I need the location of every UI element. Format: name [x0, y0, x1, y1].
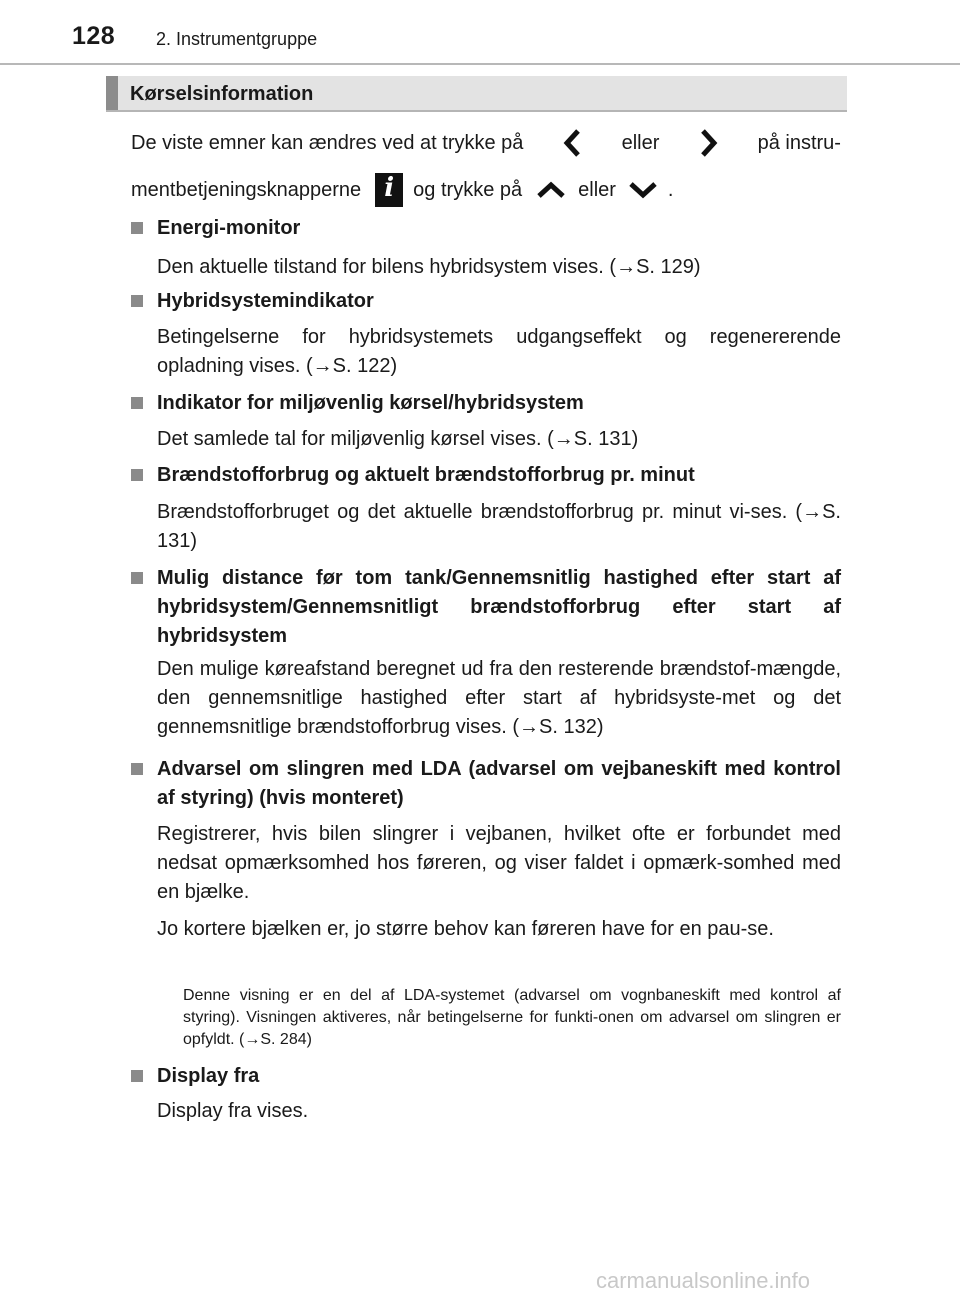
intro-line-1: [131, 128, 841, 158]
item-title-text: Mulig distance før tom tank/Gennemsnitlig hastighed efter start af hybridsystem/Gennemsnitligt brændstofforbrug efter start af hybridsystem: [157, 567, 841, 647]
intro-text-2: på instru-: [757, 132, 841, 154]
section-bar-accent: [106, 76, 118, 110]
item-body: Display fra vises.: [157, 1100, 309, 1122]
item-title: [131, 755, 841, 813]
intro-text-3: mentbetjeningsknapperne: [131, 179, 362, 201]
item-title: [131, 1062, 841, 1091]
item-title: [131, 287, 841, 316]
intro-text-1: De viste emner kan ændres ved at trykke på: [131, 132, 524, 154]
info-glyph: i: [384, 173, 395, 203]
intro-period: .: [667, 179, 674, 201]
bullet-square-icon: [131, 1070, 143, 1082]
item-body: Brændstofforbruget og det aktuelle brændstofforbrug pr. minut vi-ses. (→S. 131): [157, 501, 841, 552]
item-body: Det samlede tal for miljøvenlig kørsel vises. (→S. 131): [157, 428, 639, 450]
item-title: [131, 214, 841, 243]
item-note: Denne visning er en del af LDA-systemet (advarsel om vognbaneskift med kontrol af styring). Visningen aktiveres, når betingelserne for funkti-onen om advarsel om slingren er opfyldt. (→S. 284): [183, 987, 841, 1048]
item-body: Registrerer, hvis bilen slingrer i vejbanen, hvilket ofte er forbundet med nedsat opmærksomhed hos føreren, og viser faldet i opmærk-somhed med en bjælke.: [157, 823, 841, 903]
intro-or-1: eller: [621, 132, 660, 154]
item-title: [131, 564, 841, 651]
item-body-2: Jo kortere bjælken er, jo større behov kan føreren have for en pau-se.: [157, 918, 774, 940]
bullet-square-icon: [131, 763, 143, 775]
item-title-text: Advarsel om slingren med LDA (advarsel om vejbaneskift med kontrol af styring) (hvis monteret): [157, 758, 841, 809]
bullet-square-icon: [131, 222, 143, 234]
header-rule: [0, 63, 960, 65]
section-bar: [106, 76, 847, 112]
item-title-text: Brændstofforbrug og aktuelt brændstofforbrug pr. minut: [157, 464, 695, 486]
item-body: Betingelserne for hybridsystemets udgangseffekt og regenererende opladning vises. (→S. 122): [157, 326, 841, 377]
watermark: carmanualsonline.info: [596, 1268, 811, 1293]
bullet-square-icon: [131, 469, 143, 481]
item-title-text: Indikator for miljøvenlig kørsel/hybridsystem: [157, 392, 584, 414]
item-body: Den aktuelle tilstand for bilens hybridsystem vises. (→S. 129): [157, 256, 701, 278]
item-title-text: Energi-monitor: [157, 217, 301, 239]
bullet-square-icon: [131, 397, 143, 409]
bullet-square-icon: [131, 295, 143, 307]
item-body: Den mulige køreafstand beregnet ud fra den resterende brændstof-mængde, den gennemsnitlige hastighed efter start af hybridsyste-met og det gennemsnitlige brændstofforbrug vises. (→S. 132): [157, 658, 841, 738]
chapter-header: 2. Instrumentgruppe: [156, 29, 318, 49]
intro-or-2: eller: [578, 179, 616, 201]
intro-text-4: og trykke på: [413, 179, 523, 201]
chevron-up-icon: [536, 179, 566, 201]
section-title: Kørselsinformation: [130, 83, 314, 105]
chevron-left-icon: [562, 128, 584, 158]
item-title: [131, 389, 841, 418]
item-title: [131, 461, 841, 490]
intro-line-2: [131, 173, 841, 207]
page-number: 128: [72, 22, 116, 50]
chevron-right-icon: [697, 128, 719, 158]
info-button-icon: [375, 173, 403, 207]
item-title-text: Display fra: [157, 1065, 260, 1087]
chevron-down-icon: [628, 179, 658, 201]
bullet-square-icon: [131, 572, 143, 584]
item-title-text: Hybridsystemindikator: [157, 290, 374, 312]
